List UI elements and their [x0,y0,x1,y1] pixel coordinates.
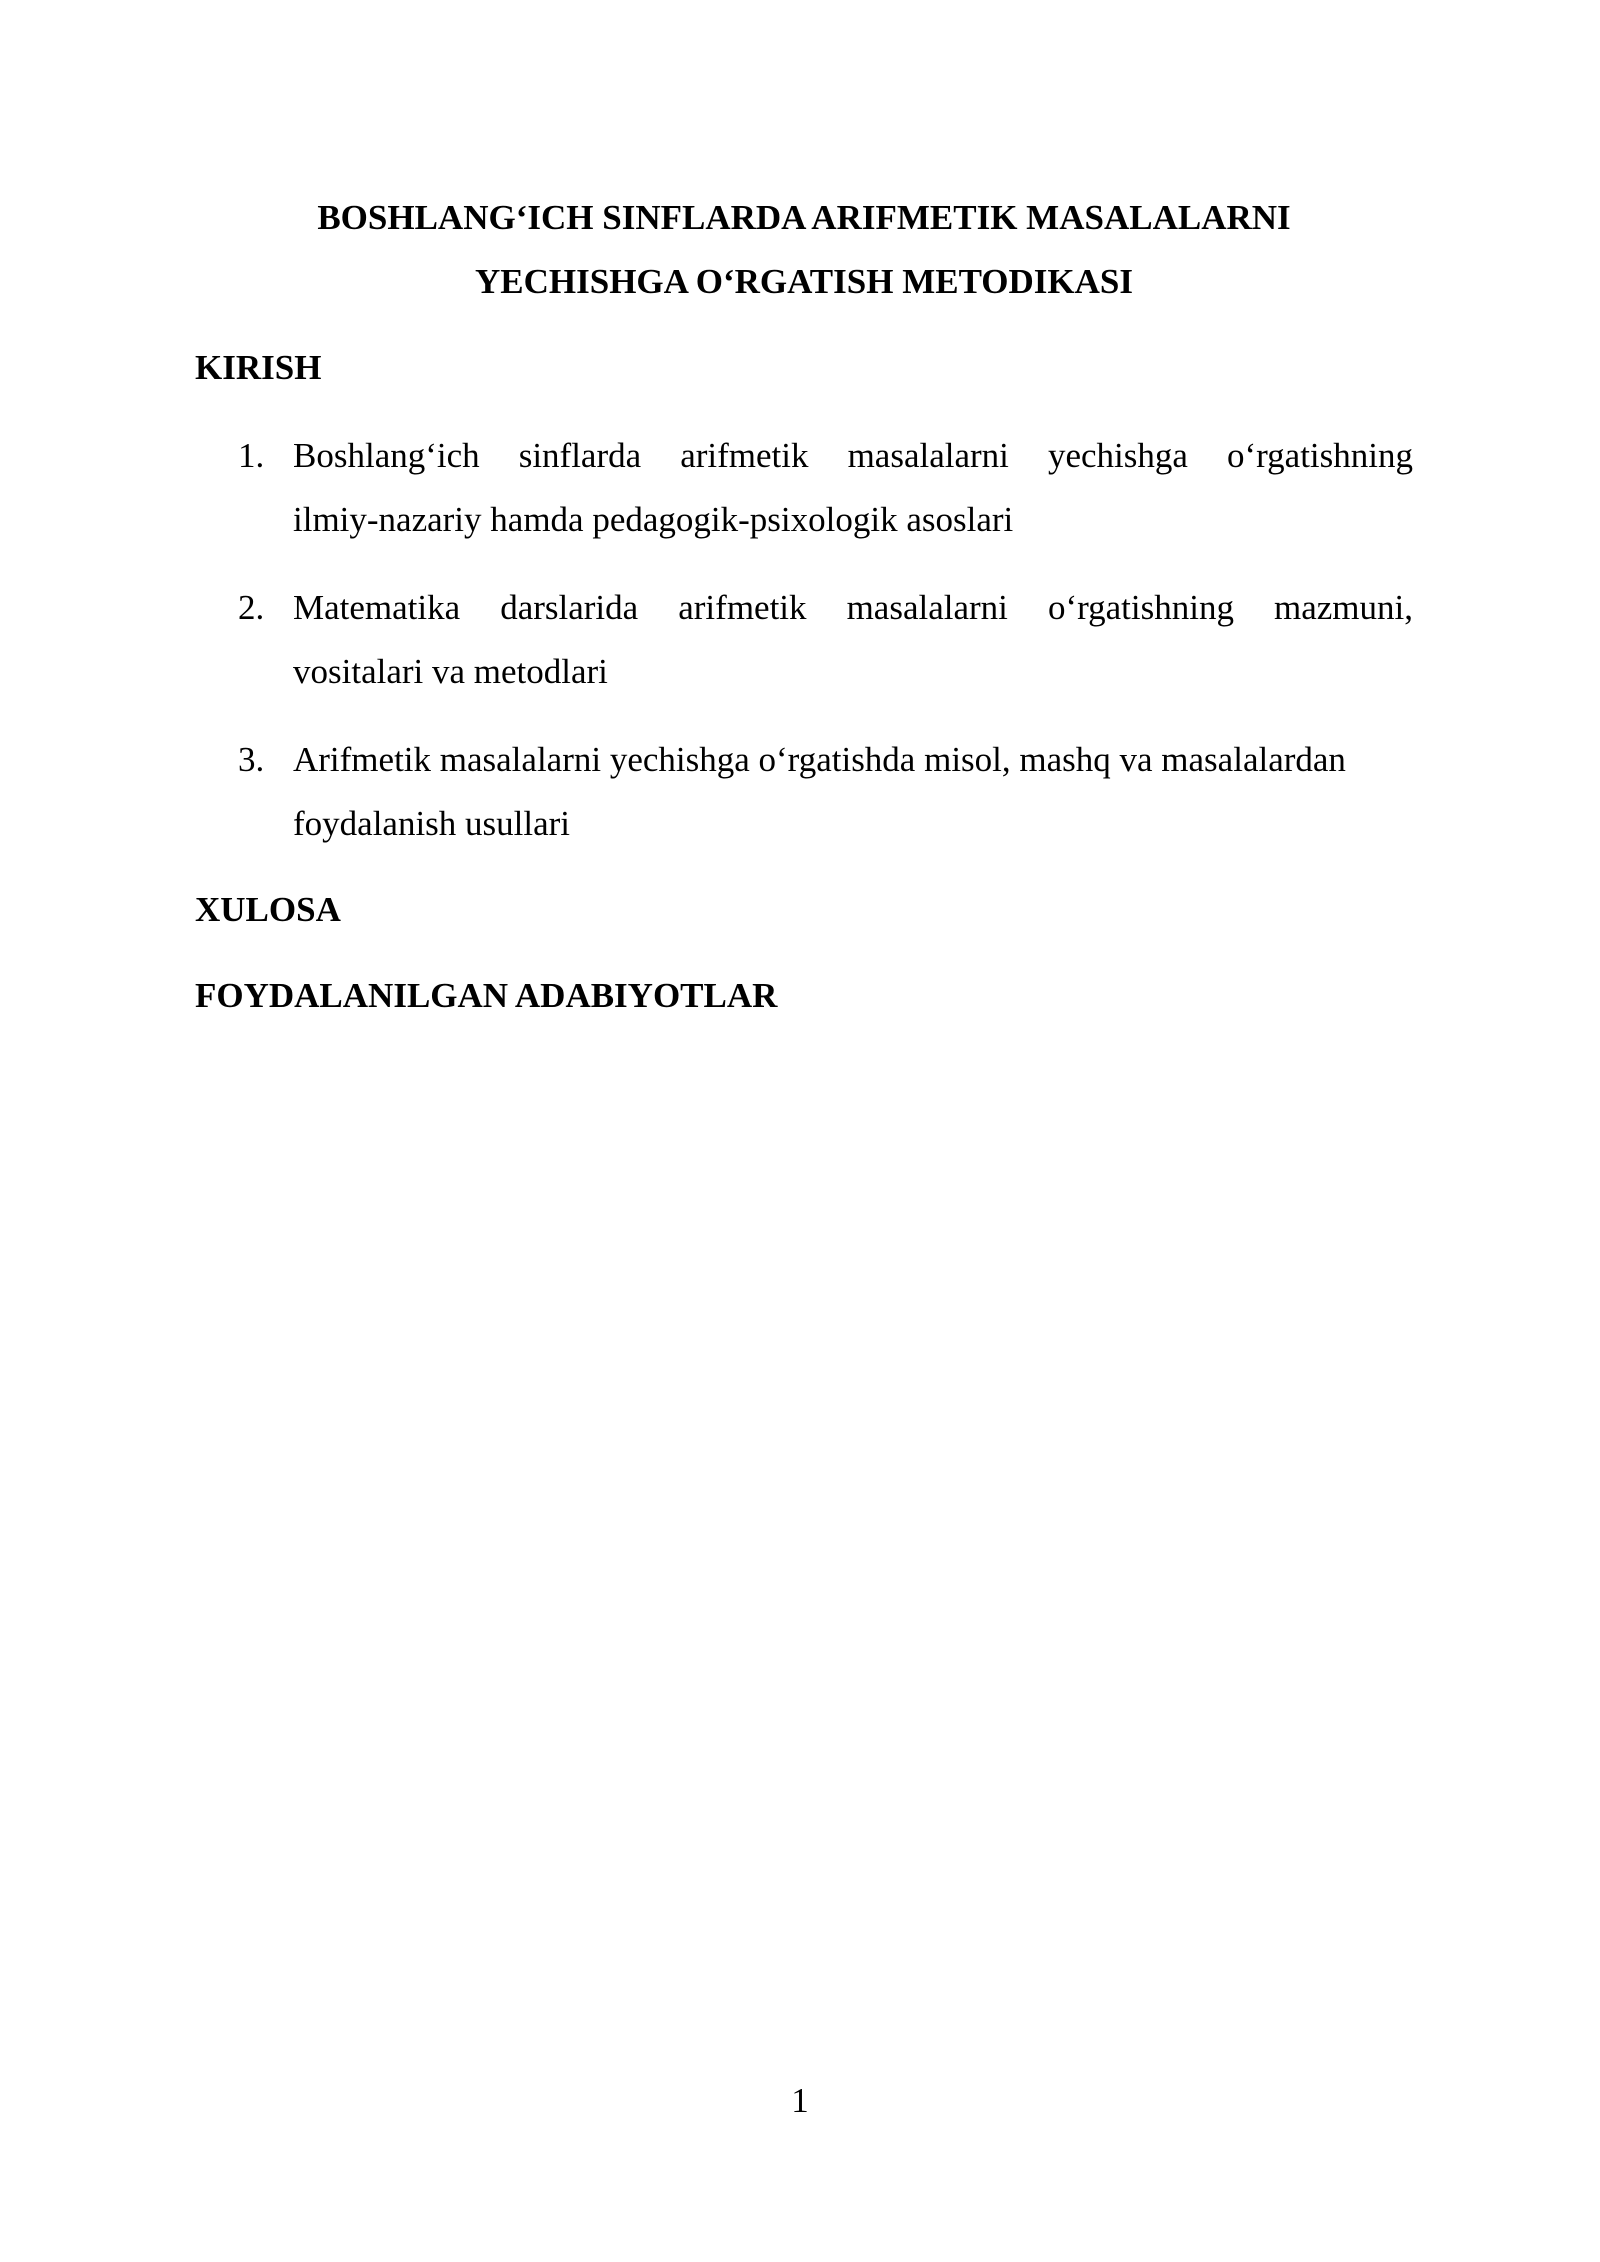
chapter-title [293,424,1413,552]
chapter-number: 1. [238,436,265,475]
references-heading: FOYDALANILGAN ADABIYOTLAR [195,976,778,1015]
chapter-title [293,728,1413,856]
chapter-title-line-1: Matematika darslarida arifmetik masalalarni o‘rgatishning mazmuni, [293,588,1413,627]
chapter-title-line-2: ilmiy-nazariy hamda pedagogik-psixologik asoslari [293,500,1014,539]
conclusion-heading: XULOSA [195,890,341,929]
chapter-title-line-1: Arifmetik masalalarni yechishga o‘rgatishda misol, mashq va masalalardan [293,740,1346,779]
title-line-1: BOSHLANG‘ICH SINFLARDA ARIFMETIK MASALALARNI [317,198,1291,237]
intro-heading: KIRISH [195,348,322,387]
page-number: 1 [791,2081,809,2120]
chapter-number: 2. [238,588,265,627]
chapter-item-1 [238,424,1413,552]
chapter-item-3 [238,728,1413,856]
chapter-title-line-1: Boshlang‘ich sinflarda arifmetik masalalarni yechishga o‘rgatishning [293,436,1413,475]
chapter-number: 3. [238,740,265,779]
chapter-item-2 [238,576,1413,704]
title-line-2: YECHISHGA O‘RGATISH METODIKASI [474,262,1133,301]
chapter-title-line-2: vositalari va metodlari [293,652,608,691]
chapter-title [293,576,1413,704]
document-title [194,186,1414,314]
chapter-title-line-2: foydalanish usullari [293,804,571,843]
